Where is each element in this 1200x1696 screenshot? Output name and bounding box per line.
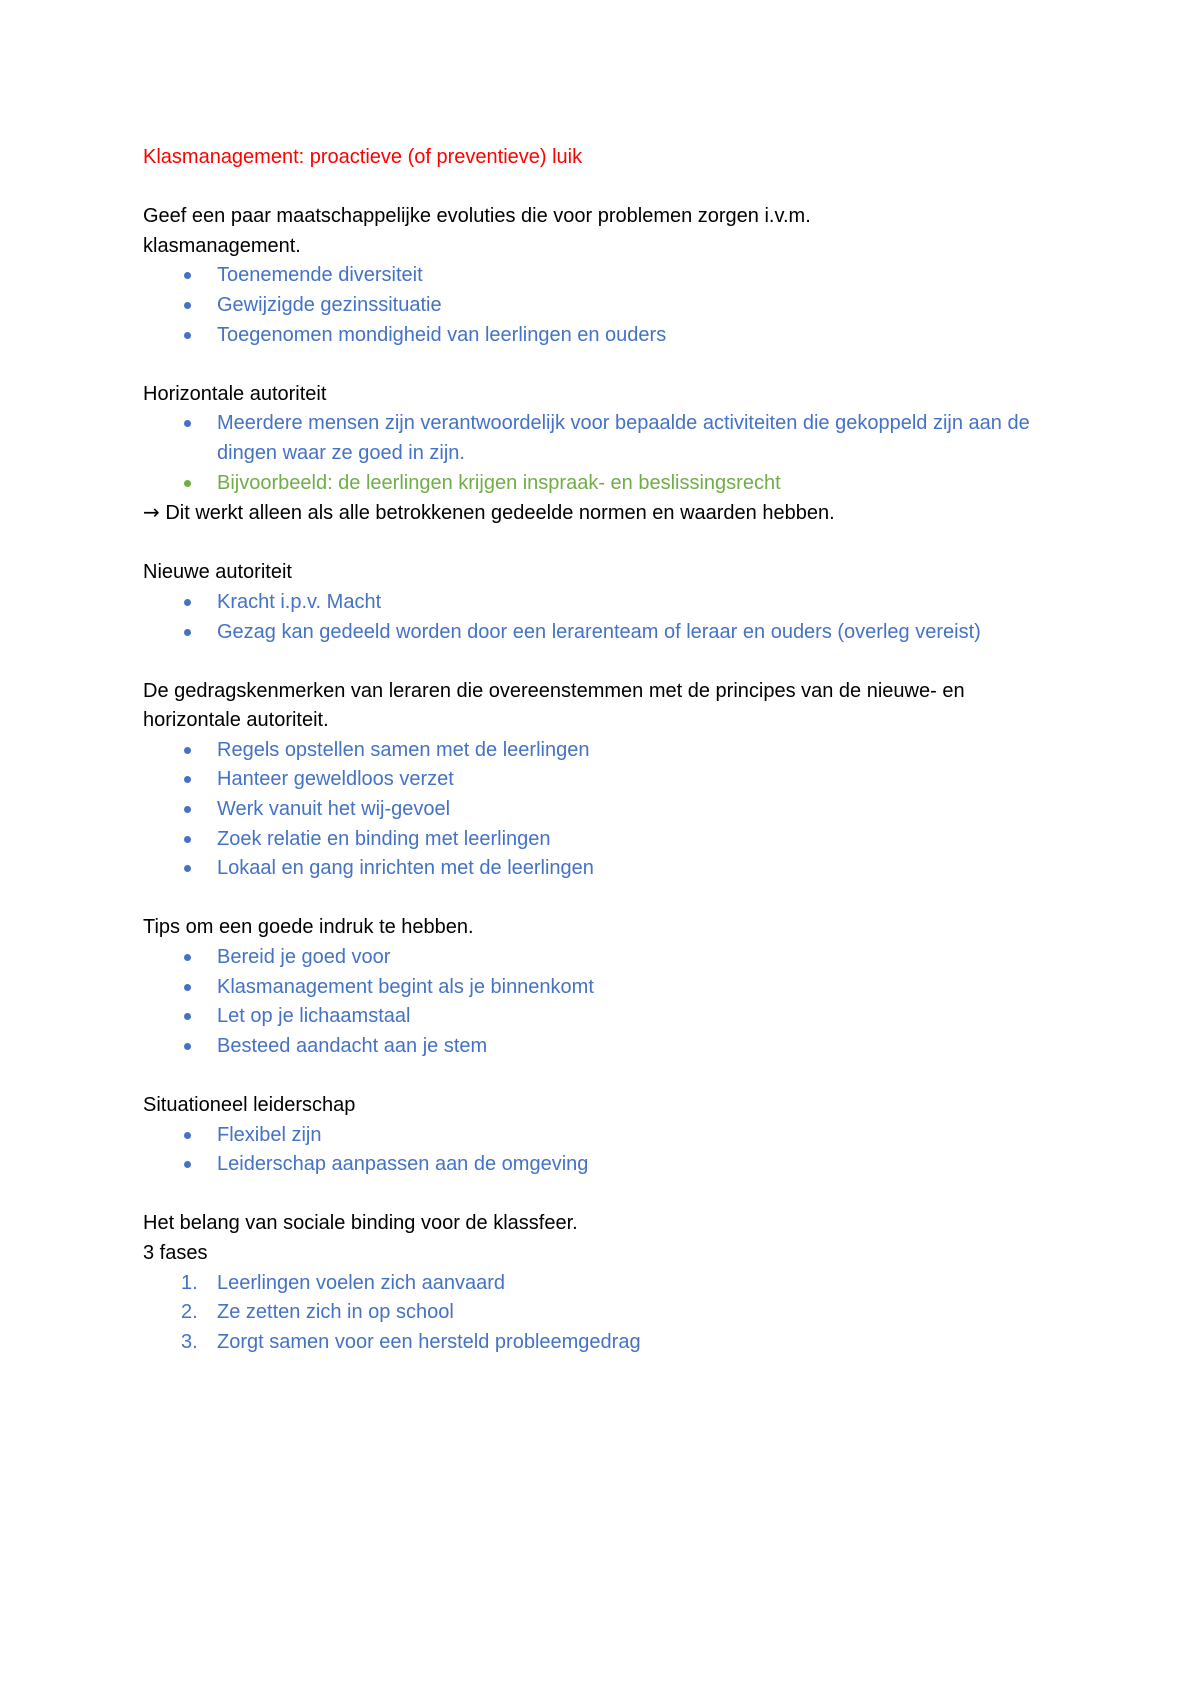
section-heading: Horizontale autoriteit [143,382,327,405]
bullet-icon [184,776,191,783]
section-heading: Tips om een goede indruk te hebben. [143,916,474,939]
arrow-right-icon: → [143,500,160,525]
note-text: Dit werkt alleen als alle betrokkenen gedeelde normen en waarden hebben. [165,502,835,525]
bullet-list [143,261,1073,350]
list-item: Werk vanuit het wij-gevoel [143,795,1073,825]
list-item: Toegenomen mondigheid van leerlingen en ouders [143,321,1073,351]
bullet-icon [184,302,191,309]
list-item: Leiderschap aanpassen aan de omgeving [143,1150,1073,1180]
section-subheading: 3 fases [143,1241,208,1264]
list-item: Meerdere mensen zijn verantwoordelijk voor bepaalde activiteiten die gekoppeld zijn aan de dingen waar ze goed in zijn. [143,409,1073,468]
bullet-icon [184,629,191,636]
list-item: Let op je lichaamstaal [143,1002,1073,1032]
bullet-icon [184,1013,191,1020]
list-item: Hanteer geweldloos verzet [143,765,1073,795]
bullet-icon [184,1043,191,1050]
bullet-icon [184,954,191,961]
section-tips-goede-indruk [143,913,1073,1061]
list-item: Regels opstellen samen met de leerlingen [143,736,1073,766]
section-heading: Situationeel leiderschap [143,1094,356,1116]
bullet-icon [184,806,191,813]
bullet-icon [184,984,191,991]
section-sociale-binding [143,1209,1073,1357]
list-item: Besteed aandacht aan je stem [143,1032,1073,1062]
bullet-icon [184,272,191,279]
bullet-icon [184,1161,191,1168]
bullet-icon [184,332,191,339]
list-item: Bereid je goed voor [143,943,1073,973]
section-heading: Het belang van sociale binding voor de klassfeer. [143,1212,578,1235]
section-heading [143,202,1073,261]
bullet-list [143,588,1073,647]
list-item: Toenemende diversiteit [143,261,1073,291]
list-number: 2. [181,1301,198,1324]
bullet-list [143,409,1073,498]
bullet-icon [184,480,191,487]
section-gedragskenmerken [143,677,1073,884]
numbered-list [143,1269,1073,1358]
bullet-icon [184,865,191,872]
heading-line: De gedragskenmerken van leraren die overeenstemmen met de principes van de nieuwe- en [143,679,965,702]
section-nieuwe-autoriteit [143,558,1073,647]
list-item: 3. Zorgt samen voor een hersteld probleemgedrag [143,1328,1073,1358]
bullet-list [143,943,1073,1061]
list-item: Zoek relatie en binding met leerlingen [143,825,1073,855]
section-horizontale-autoriteit [143,380,1073,529]
section-heading [143,677,1073,736]
document-page [143,143,1073,1357]
bullet-icon [184,836,191,843]
bullet-icon [184,599,191,606]
bullet-icon [184,1132,191,1139]
list-item: Klasmanagement begint als je binnenkomt [143,973,1073,1003]
bullet-icon [184,420,191,427]
list-item: Lokaal en gang inrichten met de leerlingen [143,854,1073,884]
section-situationeel-leiderschap [143,1091,1073,1180]
list-item: Gezag kan gedeeld worden door een lerarenteam of leraar en ouders (overleg vereist) [143,618,1073,648]
list-item: 2. Ze zetten zich in op school [143,1298,1073,1328]
section-heading: Nieuwe autoriteit [143,561,292,584]
bullet-list [143,736,1073,884]
heading-line: Geef een paar maatschappelijke evoluties die voor problemen zorgen i.v.m. [143,205,811,228]
conclusion-note [143,498,1073,529]
list-item: 1. Leerlingen voelen zich aanvaard [143,1269,1073,1299]
list-number: 1. [181,1271,198,1294]
list-item: Bijvoorbeeld: de leerlingen krijgen inspraak- en beslissingsrecht [143,469,1073,499]
heading-line: klasmanagement. [143,234,301,257]
bullet-icon [184,747,191,754]
bullet-list [143,1121,1073,1180]
heading-line: horizontale autoriteit. [143,709,329,732]
list-item: Kracht i.p.v. Macht [143,588,1073,618]
list-item: Flexibel zijn [143,1121,1073,1151]
list-number: 3. [181,1330,198,1353]
document-title: Klasmanagement: proactieve (of preventieve) luik [143,146,583,168]
section-maatschappelijke-evoluties [143,202,1073,350]
list-item: Gewijzigde gezinssituatie [143,291,1073,321]
